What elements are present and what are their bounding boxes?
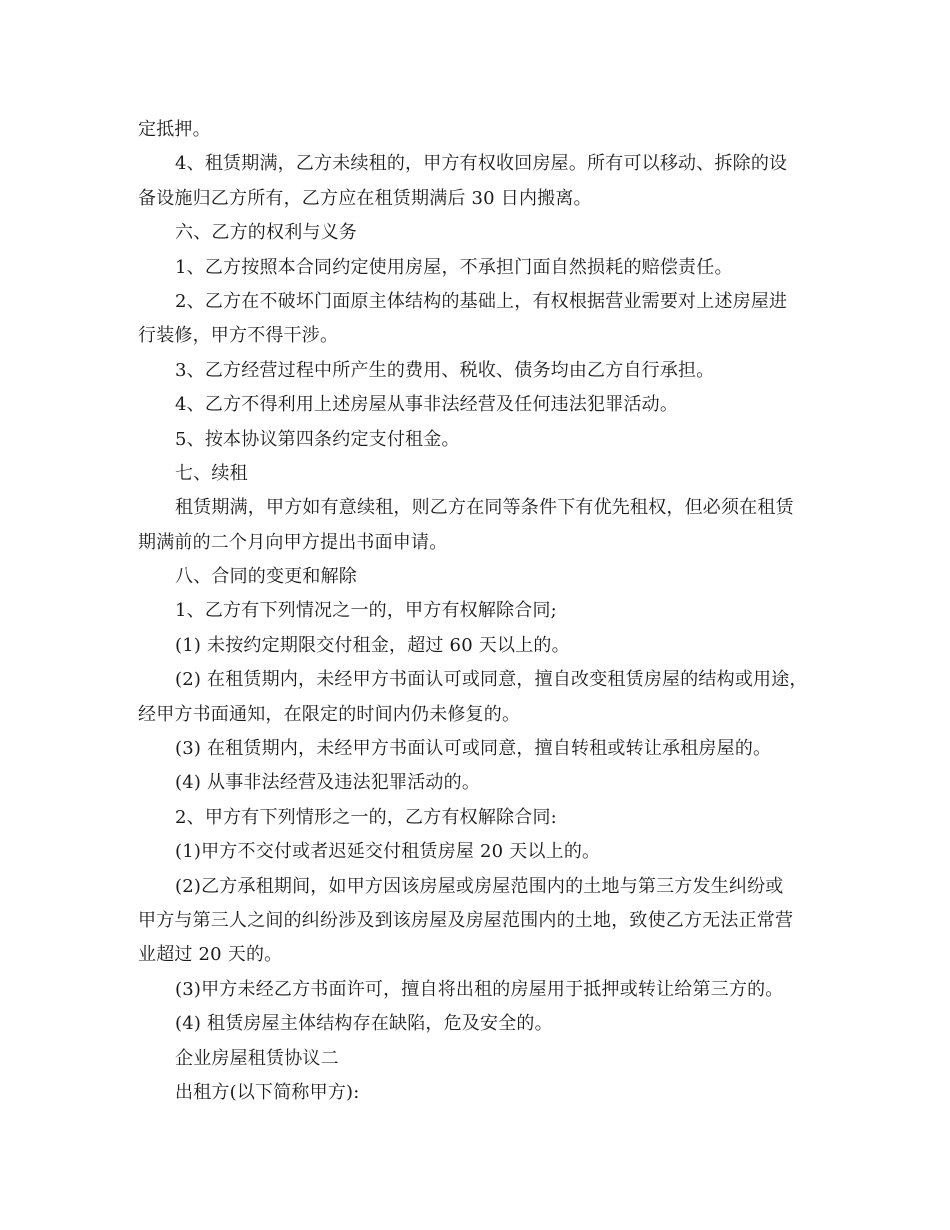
document-body [138, 113, 828, 1110]
paragraph-line: 4、乙方不得利用上述房屋从事非法经营及任何违法犯罪活动。 [175, 394, 679, 416]
paragraph-line: 定抵押。 [138, 119, 211, 140]
paragraph-line: 期满前的二个月向甲方提出书面申请。 [138, 531, 448, 553]
paragraph-line: 甲方与第三人之间的纠纷涉及到该房屋及房屋范围内的土地，致使乙方无法正常营 [138, 909, 794, 931]
section-heading: 七、续租 [175, 462, 248, 484]
paragraph-line: (3) 在租赁期内，未经甲方书面认可或同意，擅自转租或转让承租房屋的。 [175, 738, 772, 760]
paragraph-line: (2) 在租赁期内，未经甲方书面认可或同意，擅自改变租赁房屋的结构或用途， [175, 669, 808, 691]
paragraph-line: (1)甲方不交付或者迟延交付租赁房屋 20 天以上的。 [175, 841, 601, 863]
paragraph-line: (4) 租赁房屋主体结构存在缺陷，危及安全的。 [175, 1013, 553, 1035]
section-heading: 六、乙方的权利与义务 [175, 222, 357, 244]
paragraph-line: 2、乙方在不破坏门面原主体结构的基础上，有权根据营业需要对上述房屋进 [175, 290, 788, 312]
paragraph-line: 1、乙方按照本合同约定使用房屋，不承担门面自然损耗的赔偿责任。 [175, 256, 733, 278]
section-heading: 企业房屋租赁协议二 [175, 1047, 339, 1069]
paragraph-line: (3)甲方未经乙方书面许可，擅自将出租的房屋用于抵押或转让给第三方的。 [175, 978, 784, 1000]
paragraph-line: 行装修，甲方不得干涉。 [138, 325, 339, 347]
paragraph-line: 经甲方书面通知，在限定的时间内仍未修复的。 [138, 703, 521, 725]
section-heading: 八、合同的变更和解除 [175, 566, 357, 588]
paragraph-line: 租赁期满，甲方如有意续租，则乙方在同等条件下有优先租权，但必须在租赁 [175, 497, 794, 519]
paragraph-line: (4) 从事非法经营及违法犯罪活动的。 [175, 772, 481, 794]
paragraph-line: 5、按本协议第四条约定支付租金。 [175, 428, 460, 450]
paragraph-line: 备设施归乙方所有，乙方应在租赁期满后 30 日内搬离。 [138, 187, 592, 209]
paragraph-line: 3、乙方经营过程中所产生的费用、税收、债务均由乙方自行承担。 [175, 359, 715, 381]
paragraph-line: (1) 未按约定期限交付租金，超过 60 天以上的。 [175, 634, 570, 656]
paragraph-line: 2、甲方有下列情形之一的，乙方有权解除合同: [175, 806, 557, 828]
paragraph-line: 4、租赁期满，乙方未续租的，甲方有权收回房屋。所有可以移动、拆除的设 [175, 153, 788, 175]
paragraph-line: 业超过 20 天的。 [138, 944, 283, 966]
paragraph-line: 1、乙方有下列情况之一的，甲方有权解除合同; [175, 600, 557, 622]
paragraph-line: (2)乙方承租期间，如甲方因该房屋或房屋范围内的土地与第三方发生纠纷或 [175, 875, 784, 897]
paragraph-line: 出租方(以下简称甲方): [175, 1081, 360, 1103]
